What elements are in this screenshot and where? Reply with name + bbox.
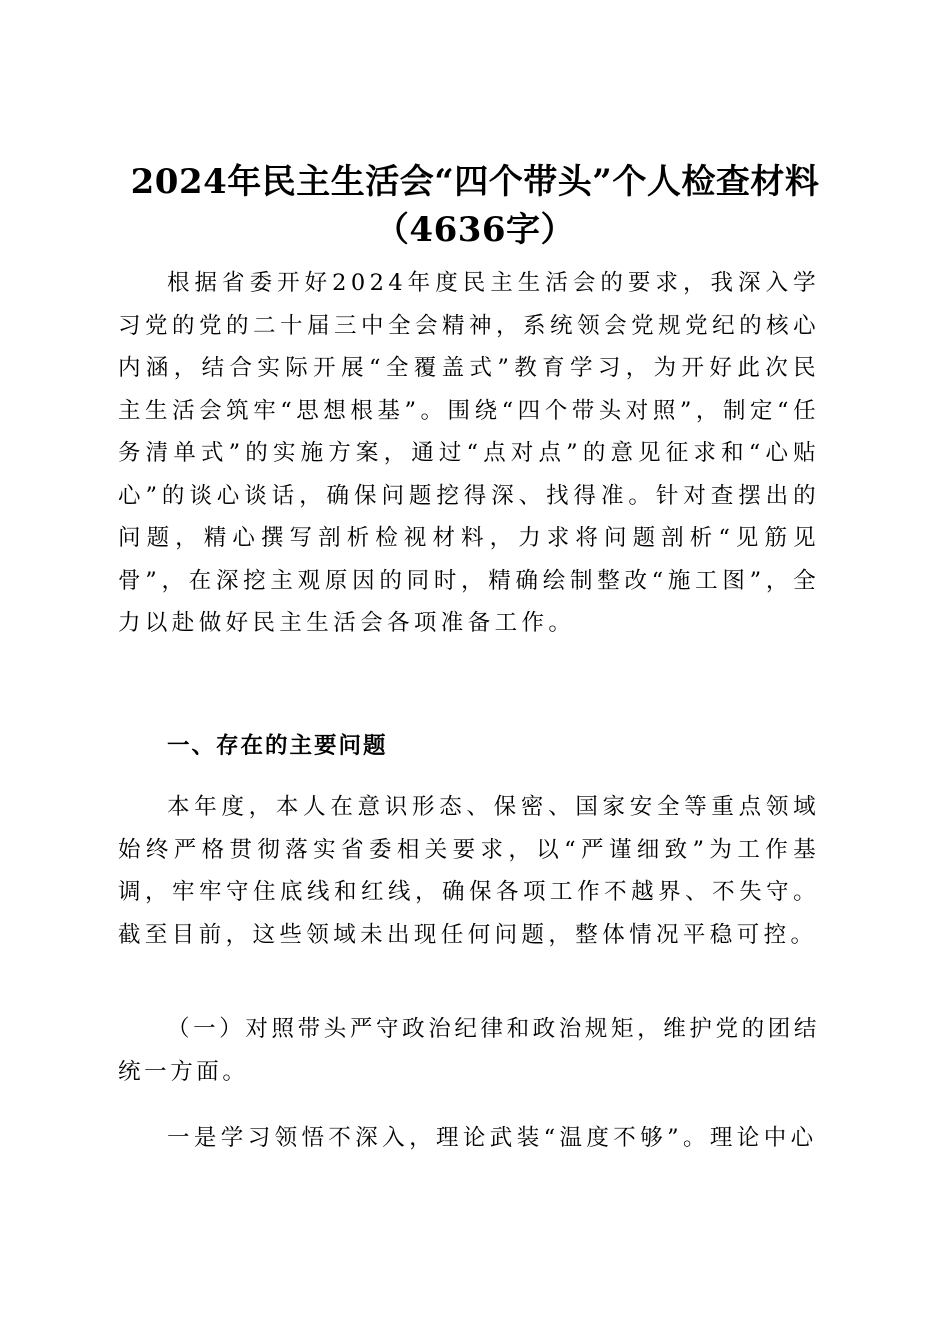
section-intro-paragraph: 本年度，本人在意识形态、保密、国家安全等重点领域始终严格贯彻落实省委相关要求，以“严谨细致”为工作基调，牢牢守住底线和红线，确保各项工作不越界、不失守。截至目前，这些领域未出现任何问题，整体情况平稳可控。 xyxy=(118,794,820,948)
point-paragraph: 一是学习领悟不深入，理论武装“温度不够”。理论中心 xyxy=(167,1125,818,1151)
intro-paragraph: 根据省委开好2024年度民主生活会的要求，我深入学习党的党的二十届三中全会精神，系统领会党规党纪的核心内涵，结合实际开展“全覆盖式”教育学习，为开好此次民主生活会筑牢“思想根基”。围绕“四个带头对照”，制定“任务清单式”的实施方案，通过“点对点”的意见征求和“心贴心”的谈心谈话，确保问题挖得深、找得准。针对查摆出的问题，精心撰写剖析检视材料，力求将问题剖析“见筋见骨”，在深挖主观原因的同时，精确绘制整改“施工图”，全力以赴做好民主生活会各项准备工作。 xyxy=(118,270,820,636)
section-heading: 一、存在的主要问题 xyxy=(167,733,388,759)
subsection-heading: （一）对照带头严守政治纪律和政治规矩，维护党的团结统一方面。 xyxy=(118,1016,820,1085)
document-title: 2024年民主生活会“四个带头”个人检查材料（4636字） xyxy=(130,161,820,250)
